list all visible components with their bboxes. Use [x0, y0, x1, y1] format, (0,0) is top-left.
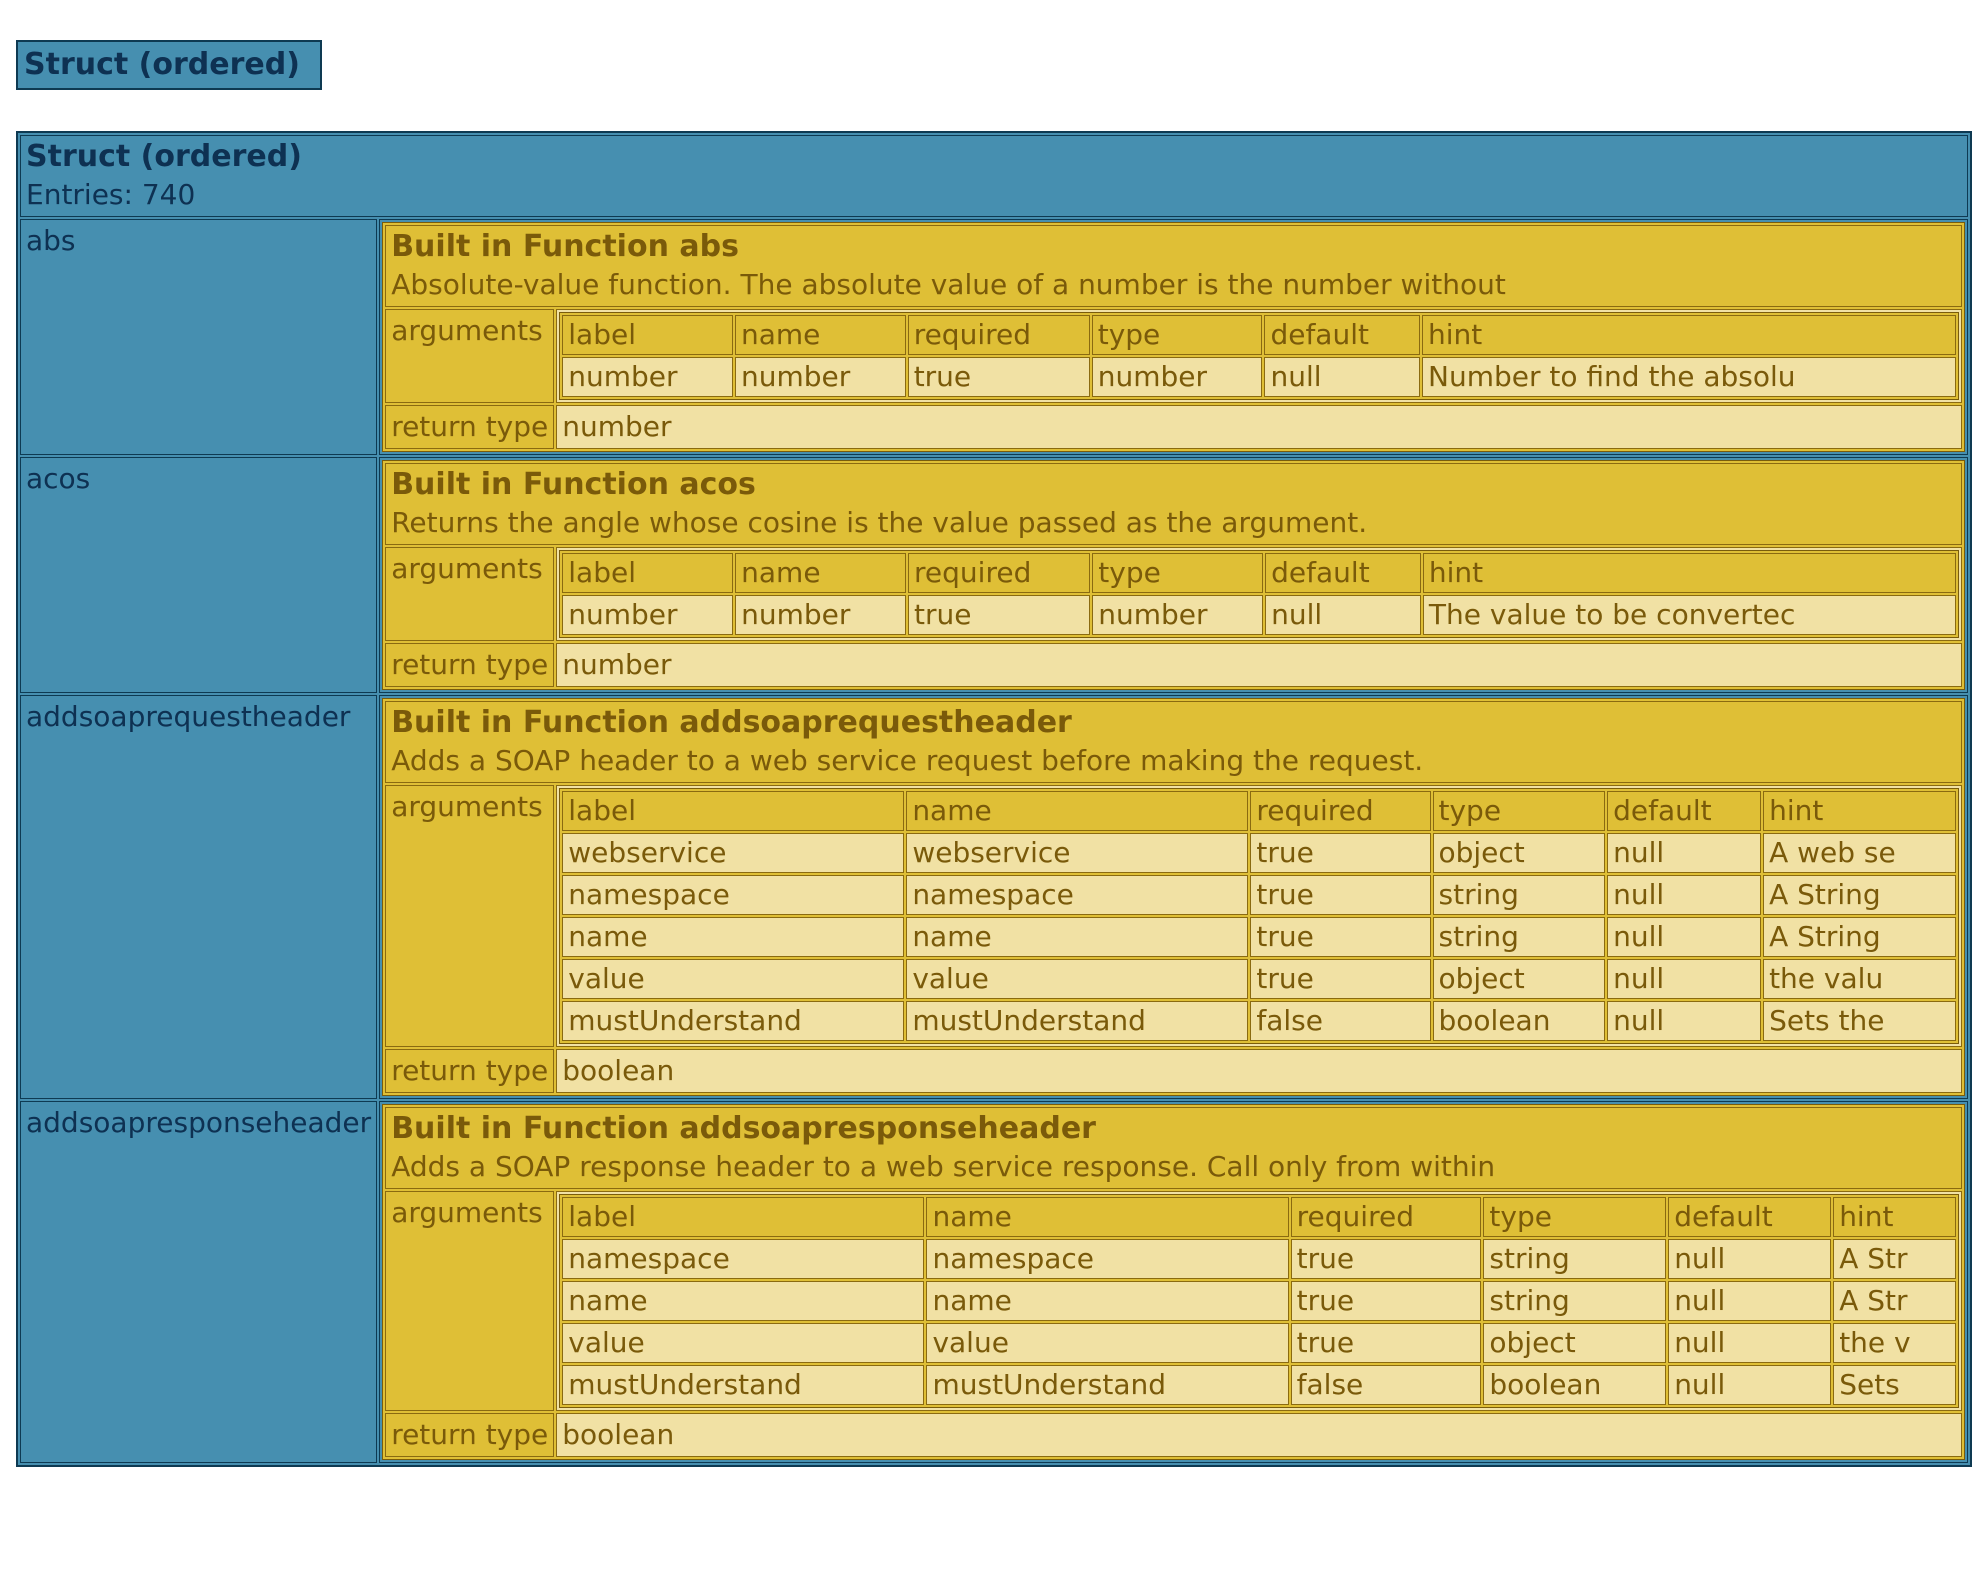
- argument-name-cell: value: [926, 1323, 1288, 1363]
- column-header-default[interactable]: default: [1607, 791, 1761, 831]
- argument-type-cell: boolean: [1433, 1001, 1606, 1041]
- arguments-value: [556, 1191, 1962, 1411]
- function-dump-table: [382, 1104, 1965, 1460]
- return-type-value: boolean: [556, 1049, 1962, 1093]
- function-header[interactable]: [385, 463, 1962, 545]
- return-type-label[interactable]: return type: [385, 643, 554, 687]
- argument-type-cell: string: [1483, 1281, 1666, 1321]
- column-header-hint[interactable]: hint: [1833, 1197, 1956, 1237]
- arguments-table: [559, 550, 1959, 638]
- argument-name-cell: namespace: [906, 875, 1248, 915]
- argument-default-cell: null: [1607, 1001, 1761, 1041]
- argument-default-cell: null: [1607, 959, 1761, 999]
- arguments-label[interactable]: arguments: [385, 547, 554, 641]
- argument-hint-cell: A Str: [1833, 1281, 1956, 1321]
- function-header[interactable]: [385, 701, 1962, 783]
- argument-type-cell: object: [1433, 833, 1606, 873]
- argument-name-cell: value: [906, 959, 1248, 999]
- argument-hint-cell: Sets the: [1763, 1001, 1956, 1041]
- argument-hint-cell: The value to be convertec: [1423, 595, 1956, 635]
- struct-toggle-label[interactable]: Struct (ordered): [16, 40, 322, 90]
- argument-default-cell: null: [1668, 1323, 1831, 1363]
- argument-row: [562, 959, 1956, 999]
- argument-label-cell: name: [562, 1281, 924, 1321]
- argument-row: [562, 357, 1956, 397]
- struct-value: [379, 457, 1968, 693]
- struct-row: [20, 457, 1968, 693]
- column-header-type[interactable]: type: [1483, 1197, 1666, 1237]
- function-header[interactable]: [385, 225, 1962, 307]
- argument-hint-cell: A String: [1763, 875, 1956, 915]
- argument-row: [562, 917, 1956, 957]
- argument-default-cell: null: [1264, 357, 1420, 397]
- column-header-required[interactable]: required: [908, 315, 1090, 355]
- argument-name-cell: mustUnderstand: [926, 1365, 1288, 1405]
- struct-entries-count: Entries: 740: [26, 178, 196, 211]
- argument-name-cell: mustUnderstand: [906, 1001, 1248, 1041]
- argument-required-cell: true: [1250, 917, 1430, 957]
- column-header-required[interactable]: required: [908, 553, 1090, 593]
- argument-hint-cell: the valu: [1763, 959, 1956, 999]
- struct-row: [20, 219, 1968, 455]
- column-header-label[interactable]: label: [562, 791, 904, 831]
- argument-name-cell: name: [906, 917, 1248, 957]
- argument-name-cell: number: [735, 595, 906, 635]
- argument-default-cell: null: [1668, 1365, 1831, 1405]
- struct-key-acos[interactable]: acos: [20, 457, 377, 693]
- column-header-label[interactable]: label: [562, 1197, 924, 1237]
- argument-default-cell: null: [1265, 595, 1421, 635]
- argument-type-cell: string: [1433, 875, 1606, 915]
- argument-row: [562, 1239, 1956, 1279]
- function-description: Adds a SOAP header to a web service request before making the request.: [391, 744, 1424, 777]
- return-type-label[interactable]: return type: [385, 1413, 554, 1457]
- argument-hint-cell: A Str: [1833, 1239, 1956, 1279]
- argument-type-cell: object: [1483, 1323, 1666, 1363]
- argument-label-cell: namespace: [562, 1239, 924, 1279]
- function-description: Absolute-value function. The absolute value of a number is the number without: [391, 268, 1506, 301]
- struct-row: [20, 695, 1968, 1099]
- argument-label-cell: value: [562, 1323, 924, 1363]
- argument-required-cell: true: [1250, 959, 1430, 999]
- argument-default-cell: null: [1607, 833, 1761, 873]
- argument-type-cell: boolean: [1483, 1365, 1666, 1405]
- arguments-value: [556, 785, 1962, 1047]
- argument-name-cell: namespace: [926, 1239, 1288, 1279]
- argument-required-cell: true: [1291, 1281, 1482, 1321]
- argument-row: [562, 1323, 1956, 1363]
- struct-value: [379, 219, 1968, 455]
- arguments-value: [556, 547, 1962, 641]
- argument-hint-cell: Sets: [1833, 1365, 1956, 1405]
- column-header-type[interactable]: type: [1092, 553, 1263, 593]
- arguments-label[interactable]: arguments: [385, 785, 554, 1047]
- struct-key-addsoaprequestheader[interactable]: addsoaprequestheader: [20, 695, 377, 1099]
- arguments-value: [556, 309, 1962, 403]
- function-dump-table: [382, 698, 1965, 1096]
- argument-row: [562, 1001, 1956, 1041]
- column-header-label[interactable]: label: [562, 553, 733, 593]
- argument-name-cell: name: [926, 1281, 1288, 1321]
- argument-type-cell: number: [1092, 357, 1263, 397]
- struct-key-addsoapresponseheader[interactable]: addsoapresponseheader: [20, 1101, 377, 1463]
- argument-label-cell: value: [562, 959, 904, 999]
- column-header-hint[interactable]: hint: [1423, 553, 1956, 593]
- struct-key-abs[interactable]: abs: [20, 219, 377, 455]
- arguments-label[interactable]: arguments: [385, 1191, 554, 1411]
- arguments-table: [559, 312, 1959, 400]
- column-header-required[interactable]: required: [1291, 1197, 1482, 1237]
- argument-label-cell: namespace: [562, 875, 904, 915]
- argument-hint-cell: A web se: [1763, 833, 1956, 873]
- argument-row: [562, 595, 1956, 635]
- argument-default-cell: null: [1668, 1281, 1831, 1321]
- column-header-name[interactable]: name: [926, 1197, 1288, 1237]
- argument-required-cell: false: [1250, 1001, 1430, 1041]
- function-title: Built in Function addsoaprequestheader: [391, 705, 1072, 740]
- argument-required-cell: true: [908, 595, 1090, 635]
- argument-row: [562, 1365, 1956, 1405]
- struct-header[interactable]: [20, 135, 1968, 217]
- column-header-type[interactable]: type: [1092, 315, 1263, 355]
- argument-hint-cell: the v: [1833, 1323, 1956, 1363]
- argument-row: [562, 833, 1956, 873]
- struct-dump-table: [16, 131, 1972, 1467]
- argument-required-cell: true: [1250, 875, 1430, 915]
- function-title: Built in Function abs: [391, 229, 739, 264]
- struct-value: [379, 695, 1968, 1099]
- argument-name-cell: webservice: [906, 833, 1248, 873]
- argument-label-cell: mustUnderstand: [562, 1001, 904, 1041]
- return-type-label[interactable]: return type: [385, 405, 554, 449]
- column-header-hint[interactable]: hint: [1422, 315, 1956, 355]
- argument-type-cell: string: [1433, 917, 1606, 957]
- function-description: Adds a SOAP response header to a web service response. Call only from within: [391, 1150, 1496, 1183]
- argument-hint-cell: A String: [1763, 917, 1956, 957]
- return-type-value: number: [556, 643, 1962, 687]
- argument-default-cell: null: [1668, 1239, 1831, 1279]
- arguments-label[interactable]: arguments: [385, 309, 554, 403]
- arguments-table: [559, 1194, 1959, 1408]
- column-header-required[interactable]: required: [1250, 791, 1430, 831]
- column-header-default[interactable]: default: [1668, 1197, 1831, 1237]
- argument-name-cell: number: [735, 357, 906, 397]
- struct-value: [379, 1101, 1968, 1463]
- arguments-table: [559, 788, 1959, 1044]
- column-header-name[interactable]: name: [735, 315, 906, 355]
- argument-required-cell: false: [1291, 1365, 1482, 1405]
- argument-type-cell: number: [1092, 595, 1263, 635]
- function-title: Built in Function addsoapresponseheader: [391, 1111, 1096, 1146]
- argument-row: [562, 1281, 1956, 1321]
- argument-label-cell: webservice: [562, 833, 904, 873]
- argument-type-cell: object: [1433, 959, 1606, 999]
- function-title: Built in Function acos: [391, 467, 756, 502]
- column-header-name[interactable]: name: [735, 553, 906, 593]
- return-type-value: boolean: [556, 1413, 1962, 1457]
- return-type-value: number: [556, 405, 1962, 449]
- argument-default-cell: null: [1607, 917, 1761, 957]
- argument-default-cell: null: [1607, 875, 1761, 915]
- argument-required-cell: true: [1291, 1239, 1482, 1279]
- struct-title: Struct (ordered): [26, 139, 302, 174]
- argument-label-cell: number: [562, 595, 733, 635]
- function-description: Returns the angle whose cosine is the value passed as the argument.: [391, 506, 1368, 539]
- argument-label-cell: name: [562, 917, 904, 957]
- argument-label-cell: mustUnderstand: [562, 1365, 924, 1405]
- argument-hint-cell: Number to find the absolu: [1422, 357, 1956, 397]
- argument-label-cell: number: [562, 357, 733, 397]
- column-header-label[interactable]: label: [562, 315, 733, 355]
- argument-required-cell: true: [908, 357, 1090, 397]
- struct-row: [20, 1101, 1968, 1463]
- argument-required-cell: true: [1291, 1323, 1482, 1363]
- argument-required-cell: true: [1250, 833, 1430, 873]
- function-header[interactable]: [385, 1107, 1962, 1189]
- column-header-type[interactable]: type: [1433, 791, 1606, 831]
- column-header-hint[interactable]: hint: [1763, 791, 1956, 831]
- argument-type-cell: string: [1483, 1239, 1666, 1279]
- column-header-default[interactable]: default: [1264, 315, 1420, 355]
- function-dump-table: [382, 222, 1965, 452]
- column-header-default[interactable]: default: [1265, 553, 1421, 593]
- column-header-name[interactable]: name: [906, 791, 1248, 831]
- return-type-label[interactable]: return type: [385, 1049, 554, 1093]
- function-dump-table: [382, 460, 1965, 690]
- argument-row: [562, 875, 1956, 915]
